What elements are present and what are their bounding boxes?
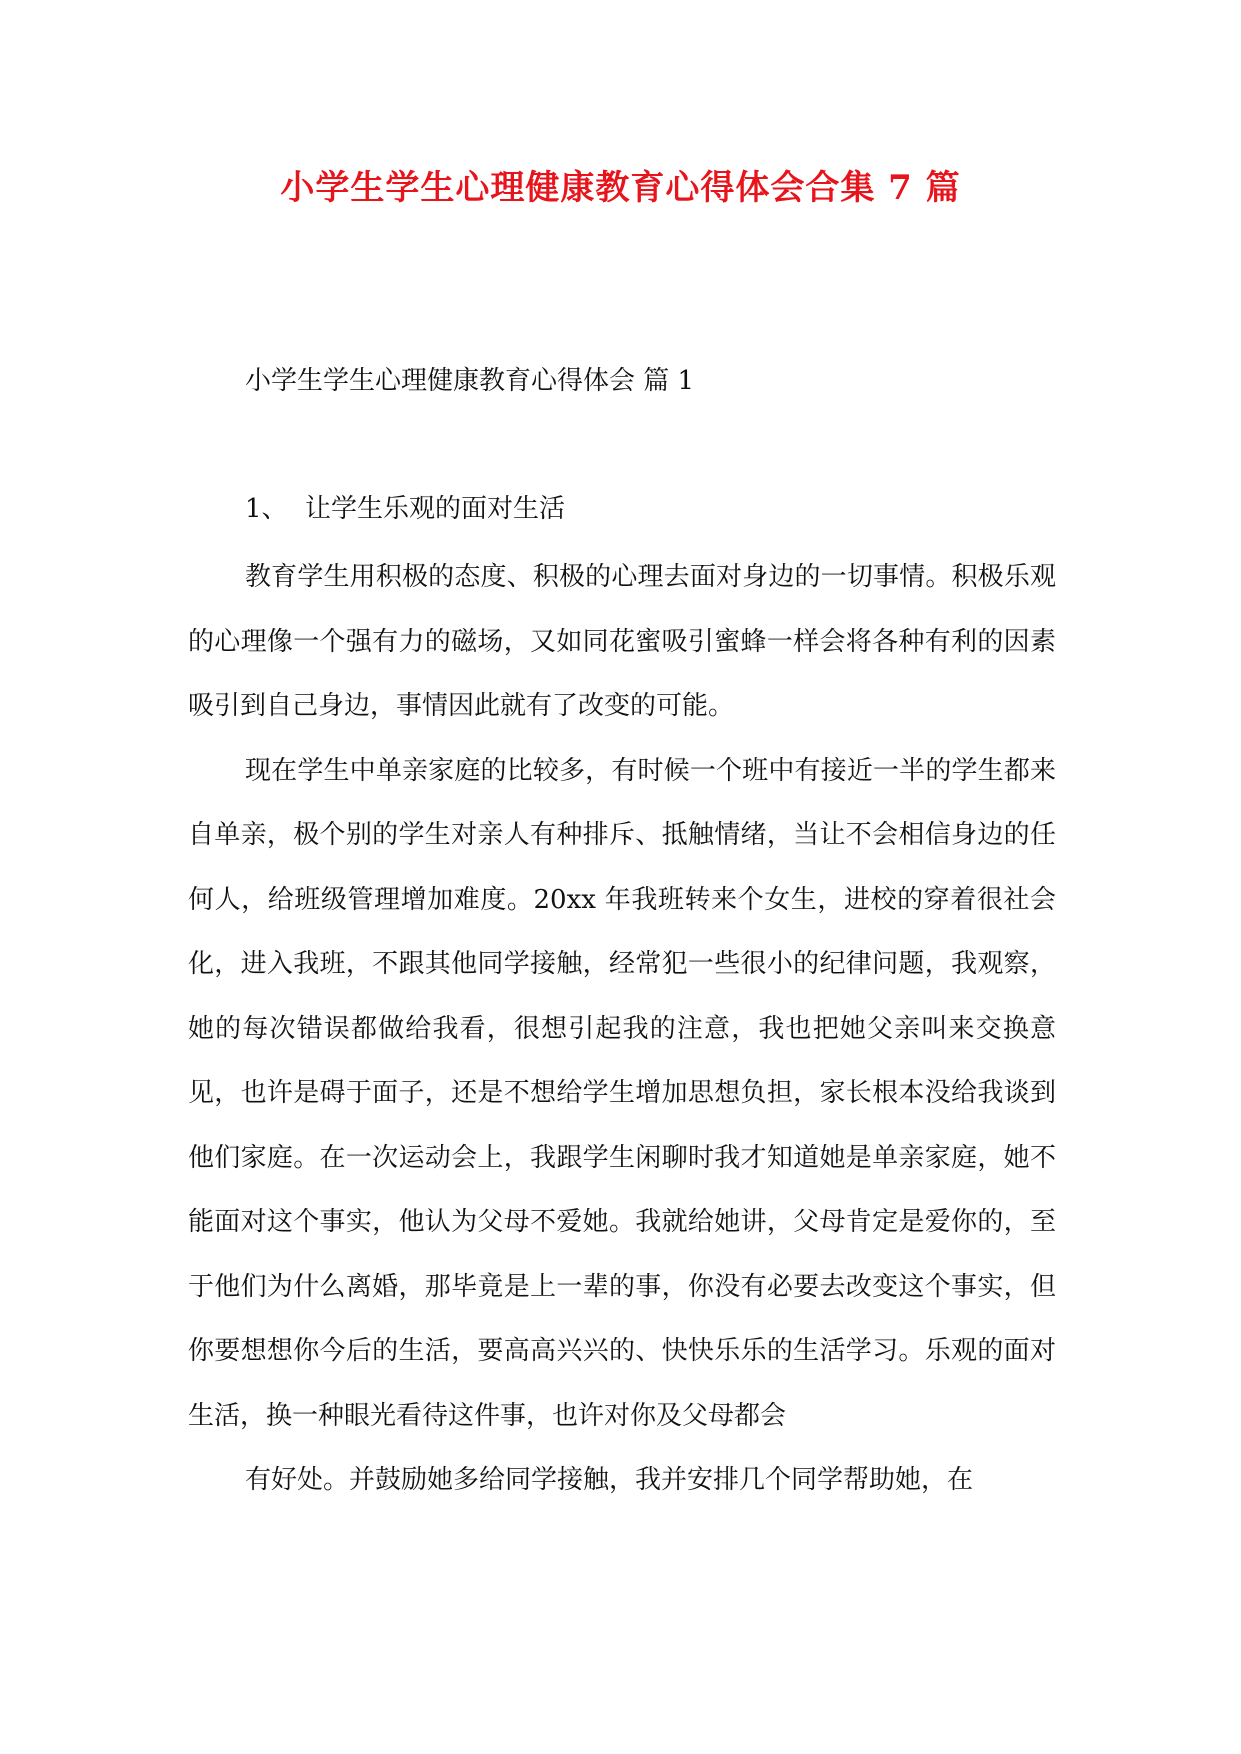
paragraph: 教育学生用积极的态度、积极的心理去面对身边的一切事情。积极乐观的心理像一个强有力的磁场，又如同花蜜吸引蜜蜂一样会将各种有利的因素吸引到自己身边，事情因此就有了改变的可能。	[188, 562, 1056, 721]
paragraph: 有好处。并鼓励她多给同学接触，我并安排几个同学帮助她，在	[245, 1465, 974, 1495]
paragraph: 现在学生中单亲家庭的比较多，有时候一个班中有接近一半的学生都来自单亲，极个别的学生对亲人有种排斥、抵触情绪，当让不会相信身边的任何人，给班级管理增加难度。20xx 年我班转来个女生，进校的穿着很社会化，进入我班，不跟其他同学接触，经常犯一些很小的纪律问题，我观察，她的每次错误都做给我看，很想引起我的注意，我也把她父亲叫来交换意见，也许是碍于面子，还是不想给学生增加思想负担，家长根本没给我谈到他们家庭。在一次运动会上，我跟学生闲聊时我才知道她是单亲家庭，她不能面对这个事实，他认为父母不爱她。我就给她讲，父母肯定是爱你的，至于他们为什么离婚，那毕竟是上一辈的事，你没有必要去改变这个事实，但你要想想你今后的生活，要高高兴兴的、快快乐乐的生活学习。乐观的面对生活，换一种眼光看待这件事，也许对你及父母都会	[188, 755, 1056, 1431]
section-heading: 小学生学生心理健康教育心得体会 篇 1	[245, 366, 695, 396]
list-item-heading	[245, 488, 565, 525]
body-text	[188, 545, 1056, 1513]
list-item-number: 1、	[245, 494, 288, 524]
list-item-text: 让学生乐观的面对生活	[305, 494, 566, 524]
document-title: 小学生学生心理健康教育心得体会合集 7 篇	[280, 168, 961, 208]
